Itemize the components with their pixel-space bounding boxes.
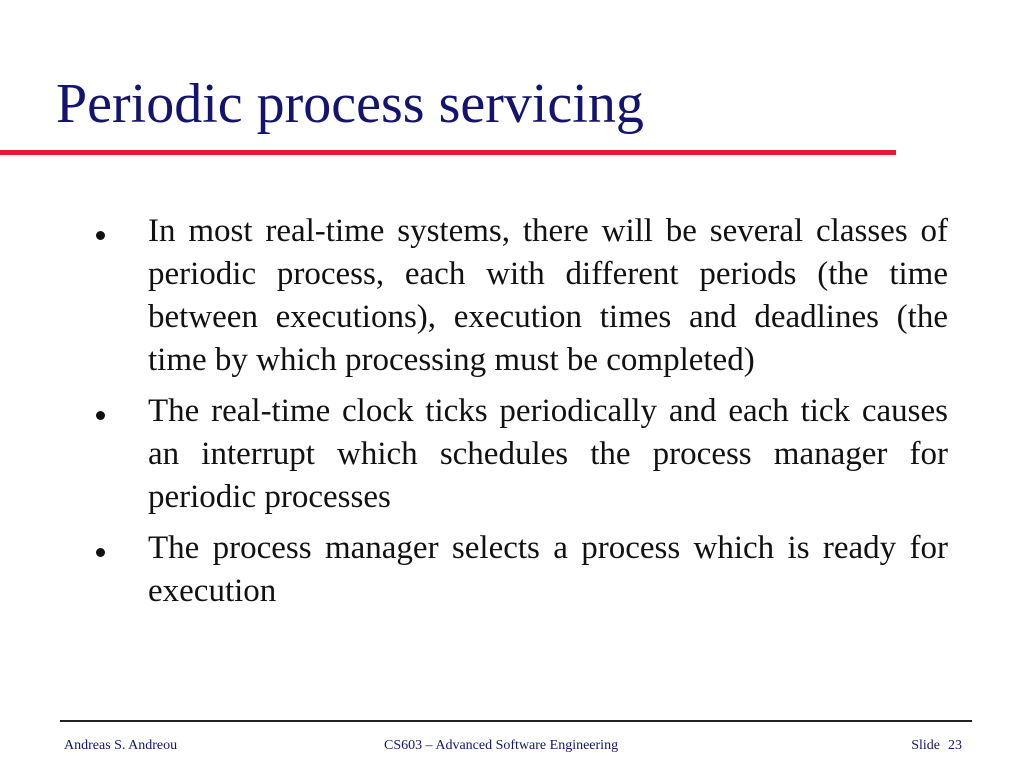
slide-number: 23 (948, 738, 962, 753)
footer-slide-number (911, 738, 962, 754)
slide-title: Periodic process servicing (56, 73, 644, 135)
footer-divider (60, 720, 972, 722)
bullet-text: The real-time clock ticks periodically and each tick causes an interrupt which schedules the process manager for periodic processes (148, 393, 948, 515)
bullet-item (96, 527, 948, 613)
bullet-list (96, 210, 948, 621)
bullet-text: The process manager selects a process which is ready for execution (148, 530, 948, 609)
slide-label: Slide (911, 738, 940, 753)
bullet-dot-icon (96, 411, 105, 420)
bullet-item (96, 210, 948, 382)
bullet-item (96, 390, 948, 519)
footer-course-title: CS603 – Advanced Software Engineering (384, 738, 619, 753)
footer-author: Andreas S. Andreou (64, 738, 178, 753)
bullet-text: In most real-time systems, there will be several classes of periodic process, each with different periods (the time between executions), execution times and deadlines (the time by which processing must be completed) (148, 213, 948, 378)
title-underline (0, 150, 896, 155)
bullet-dot-icon (96, 231, 105, 240)
bullet-dot-icon (96, 548, 105, 557)
